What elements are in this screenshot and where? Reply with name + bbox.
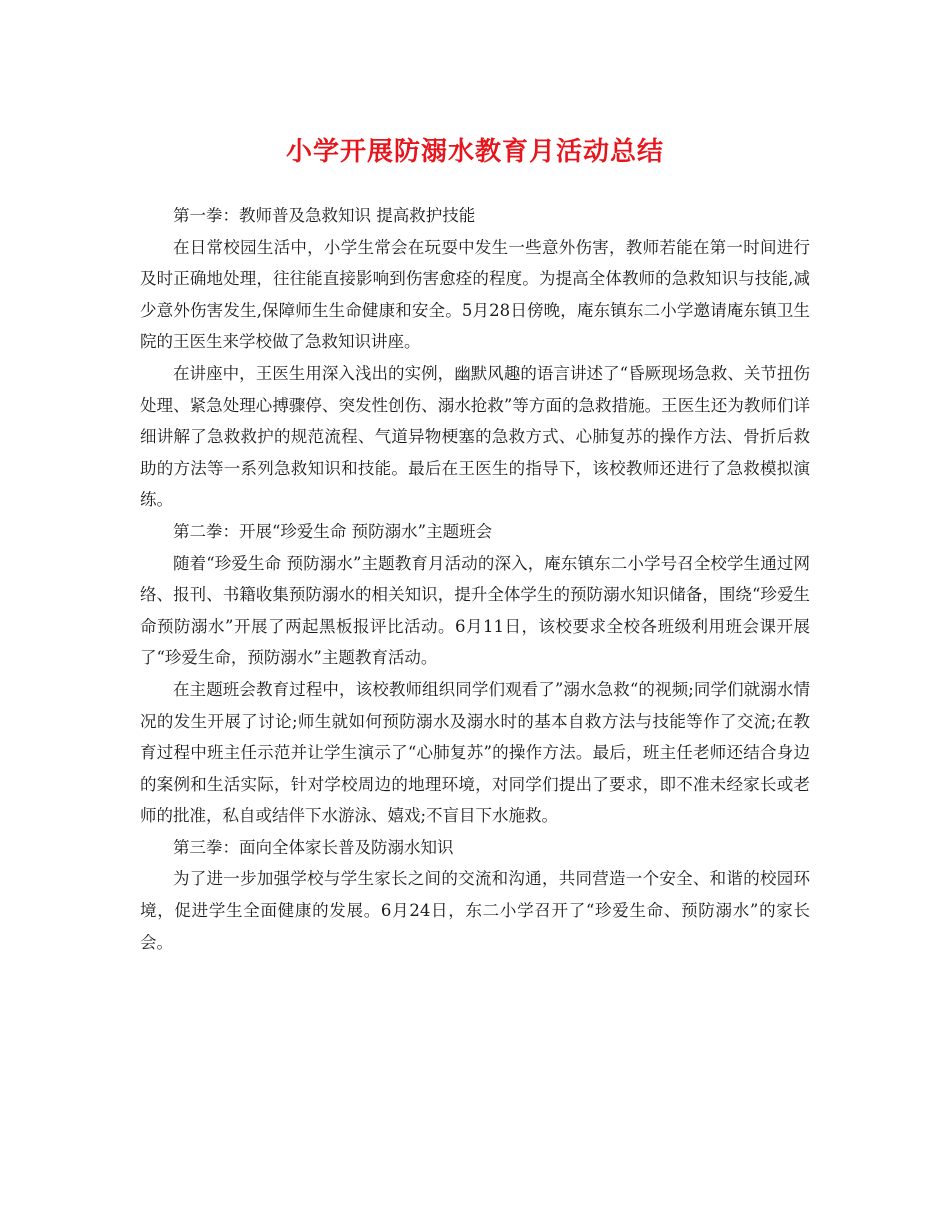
document-title: 小学开展防溺水教育月活动总结 xyxy=(285,137,664,167)
section-heading-3: 第三拳：面向全体家长普及防溺水知识 xyxy=(173,837,454,857)
paragraph: 在日常校园生活中，小学生常会在玩耍中发生一些意外伤害，教师若能在第一时间进行及时正确地处理，往往能直接影响到伤害愈痊的程度。为提高全体教师的急救知识与技能,减少意外伤害发生,保障师生生命健康和安全。5月28日傍晚，庵东镇东二小学邀请庵东镇卫生院的王医生来学校做了急救知识讲座。 xyxy=(140,237,810,352)
paragraph: 为了进一步加强学校与学生家长之间的交流和沟通，共同营造一个安全、和谐的校园环境，促进学生全面健康的发展。6月24日，东二小学召开了“珍爱生命、预防溺水”的家长会。 xyxy=(140,869,810,952)
paragraph: 在主题班会教育过程中，该校教师组织同学们观看了”溺水急救“的视频;同学们就溺水情况的发生开展了讨论;师生就如何预防溺水及溺水时的基本自救方法与技能等作了交流;在教育过程中班主任示范并让学生演示了“心肺复苏”的操作方法。最后，班主任老师还结合身边的案例和生活实际，针对学校周边的地理环境，对同学们提出了要求，即不准未经家长或老师的批准，私自或结伴下水游泳、嬉戏;不盲目下水施救。 xyxy=(140,679,810,826)
paragraph: 随着“珍爱生命 预防溺水”主题教育月活动的深入，庵东镇东二小学号召全校学生通过网络、报刊、书籍收集预防溺水的相关知识，提升全体学生的预防溺水知识储备，围绕“珍爱生命预防溺水”开展了两起黑板报评比活动。6月11日，该校要求全校各班级利用班会课开展了“珍爱生命，预防溺水”主题教育活动。 xyxy=(140,553,810,668)
section-heading-2: 第二拳：开展“珍爱生命 预防溺水”主题班会 xyxy=(173,521,493,541)
section-heading-1: 第一拳：教师普及急救知识 提高救护技能 xyxy=(173,206,476,225)
document-body xyxy=(140,200,810,958)
paragraph: 在讲座中，王医生用深入浅出的实例，幽默风趣的语言讲述了“昏厥现场急救、关节扭伤处理、紧急处理心搏骤停、突发性创伤、溺水抢救”等方面的急救措施。王医生还为教师们详细讲解了急救救护的规范流程、气道异物梗塞的急救方式、心肺复苏的操作方法、骨折后救助的方法等一系列急救知识和技能。最后在王医生的指导下，该校教师还进行了急救模拟演练。 xyxy=(140,363,810,510)
